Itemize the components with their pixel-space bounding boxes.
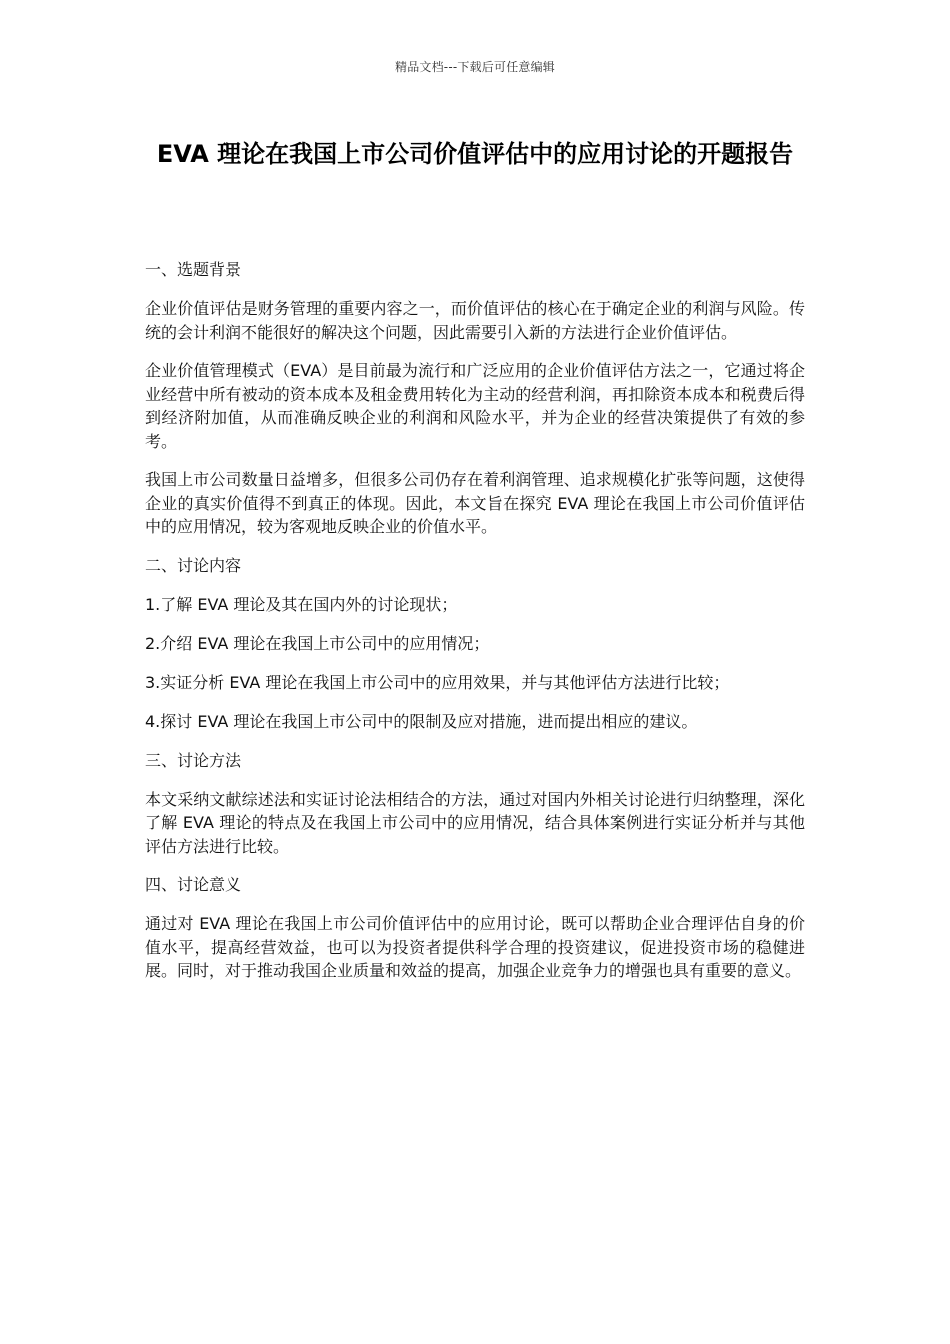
document-body bbox=[145, 258, 805, 998]
section-heading-background: 一、选题背景 bbox=[145, 260, 242, 279]
section-heading-method: 三、讨论方法 bbox=[145, 750, 242, 770]
list-item: 1.了解 EVA 理论及其在国内外的讨论现状； bbox=[145, 594, 458, 614]
section-heading-content: 二、讨论内容 bbox=[145, 555, 242, 575]
paragraph: 企业价值管理模式（EVA）是目前最为流行和广泛应用的企业价值评估方法之一，它通过将企业经营中所有被动的资本成本及租金费用转化为主动的经营利润，再扣除资本成本和税费后得到经济附加值，从而准确反映企业的利润和风险水平，并为企业的经营决策提供了有效的参考。 bbox=[145, 361, 805, 451]
list-item: 2.介绍 EVA 理论在我国上市公司中的应用情况； bbox=[145, 633, 490, 653]
paragraph: 本文采纳文献综述法和实证讨论法相结合的方法，通过对国内外相关讨论进行归纳整理，深化了解 EVA 理论的特点及在我国上市公司中的应用情况，结合具体案例进行实证分析并与其他评估方法进行比较。 bbox=[145, 789, 805, 856]
section-heading-significance: 四、讨论意义 bbox=[145, 875, 242, 894]
paragraph: 通过对 EVA 理论在我国上市公司价值评估中的应用讨论，既可以帮助企业合理评估自身的价值水平，提高经营效益，也可以为投资者提供科学合理的投资建议，促进投资市场的稳健进展。同时，对于推动我国企业质量和效益的提高，加强企业竞争力的增强也具有重要的意义。 bbox=[145, 914, 805, 980]
document-title: EVA 理论在我国上市公司价值评估中的应用讨论的开题报告 bbox=[156, 140, 794, 168]
paragraph: 企业价值评估是财务管理的重要内容之一，而价值评估的核心在于确定企业的利润与风险。传统的会计利润不能很好的解决这个问题，因此需要引入新的方法进行企业价值评估。 bbox=[145, 299, 805, 342]
header-note: 精品文档---下载后可任意编辑 bbox=[395, 60, 555, 74]
list-item: 3.实证分析 EVA 理论在我国上市公司中的应用效果，并与其他评估方法进行比较； bbox=[145, 672, 730, 692]
list-item: 4.探讨 EVA 理论在我国上市公司中的限制及应对措施，进而提出相应的建议。 bbox=[145, 711, 698, 731]
paragraph: 我国上市公司数量日益增多，但很多公司仍存在着利润管理、追求规模化扩张等问题，这使得企业的真实价值得不到真正的体现。因此，本文旨在探究 EVA 理论在我国上市公司价值评估中的应用情况，较为客观地反映企业的价值水平。 bbox=[145, 470, 805, 536]
